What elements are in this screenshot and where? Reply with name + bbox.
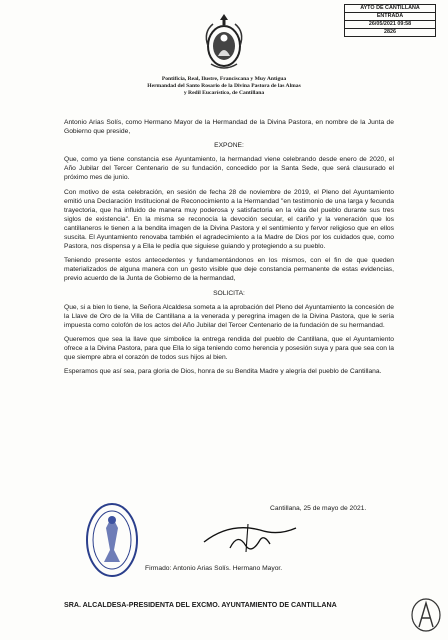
brotherhood-seal-icon bbox=[84, 500, 140, 580]
brotherhood-name bbox=[0, 76, 448, 97]
paragraph-2: Con motivo de esta celebración, en sesión de fecha 28 de noviembre de 2019, el Pleno del Ayuntamiento emitió una Declaración Institucional de Reconocimiento a la Hermandad "en testimonio de una larga y fecunda trayectoria, que ha influido de manera muy poderosa y satisfactoria en la vida del pueblo durante sus tres siglos de existencia". En la misma se reconocía la devoción secular, el cariño y la veneración que los cantillaneros le tienen a la bendita imagen de la Divina Pastora y el sentimiento y fervor religioso que en ellos suscita. El Ayuntamiento renovaba también el agradecimiento a la Madre de Dios por los cuidados que, como Pastora, nos dispensa y a Ella le pedía que siguiese guiando y protegiendo a su pueblo. bbox=[64, 188, 394, 251]
intro-paragraph: Antonio Arias Solís, como Hermano Mayor de la Hermandad de la Divina Pastora, en nombre de la Junta de Gobierno que preside, bbox=[64, 119, 394, 136]
expone-heading: EXPONE: bbox=[214, 142, 244, 150]
solicita-heading: SOLICITA: bbox=[213, 289, 245, 297]
signature-icon bbox=[200, 518, 300, 554]
stamp-line-1: AYTO DE CANTILLANA bbox=[345, 5, 435, 13]
stamp-line-4: 2826 bbox=[384, 29, 396, 35]
paragraph-6: Esperamos que así sea, para gloria de Dios, honra de su Bendita Madre y alegría del pueblo de Cantillana. bbox=[64, 368, 382, 376]
letter-date: Cantillana, 25 de mayo de 2021. bbox=[270, 505, 367, 512]
paragraph-4: Que, si a bien lo tiene, la Señora Alcaldesa someta a la aprobación del Pleno del Ayuntamiento la concesión de la Llave de Oro de la Villa de Cantillana a la venerada y peregrina imagen de la Divina Pastora, que le sería impuesta como colofón de los actos del Año Jubilar del Tercer Centenario de la fundación de su hermandad. bbox=[64, 303, 395, 329]
brotherhood-crest-icon bbox=[201, 12, 247, 72]
addressee: SRA. ALCALDESA-PRESIDENTA DEL EXCMO. AYUNTAMIENTO DE CANTILLANA bbox=[64, 601, 337, 609]
corner-logo-icon bbox=[410, 597, 442, 633]
header-line-1: Pontificia, Real, Ilustre, Franciscana y Muy Antigua bbox=[161, 76, 287, 82]
signature-line: Firmado: Antonio Arias Solís. Hermano Mayor. bbox=[145, 565, 283, 572]
paragraph-1: Que, como ya tiene constancia ese Ayuntamiento, la hermandad viene celebrando desde enero de 2020, el Año Jubilar del Tercer Centenario de su fundación, concedido por la Santa Sede, que será clausurado el próximo mes de junio. bbox=[64, 156, 394, 182]
header-line-2: Hermandad del Santo Rosario de la Divina Pastora de las Almas bbox=[147, 83, 301, 89]
registry-stamp bbox=[344, 4, 436, 37]
paragraph-3: Teniendo presente estos antecedentes y fundamentándonos en los mismos, con el fin de que queden materializados de alguna manera con un gesto visible que deje constancia permanente de estas evidencias, previo acuerdo de la Junta de Gobierno de la hermandad, bbox=[64, 257, 394, 283]
header-line-3: y Redil Eucarístico, de Cantillana bbox=[183, 90, 265, 96]
stamp-line-2: ENTRADA bbox=[345, 13, 435, 21]
letter-body bbox=[64, 118, 394, 381]
stamp-line-3: 26/05/2021 09:58 bbox=[345, 21, 435, 29]
paragraph-5: Queremos que sea la llave que simbolice la entrega rendida del pueblo de Cantillana, que el Ayuntamiento ofrece a la Divina Pastora, para que Ella lo siga teniendo como herencia y posesión suya y para que sea con la que siempre abra el corazón de todos sus hijos al bien. bbox=[64, 335, 394, 362]
